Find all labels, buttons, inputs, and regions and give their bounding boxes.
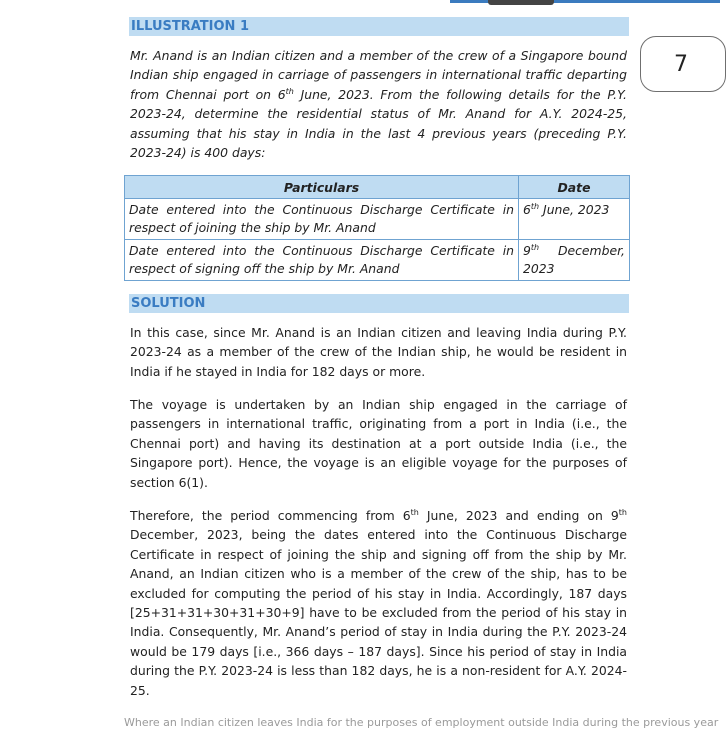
- date-rest: December, 2023: [523, 243, 625, 276]
- row-particulars: Date entered into the Continuous Discharge Certificate in respect of signing off the ship by Mr. Anand: [125, 240, 519, 281]
- para3-sup-a: th: [410, 508, 419, 517]
- date-sup: th: [530, 243, 540, 252]
- table-row: [125, 240, 630, 281]
- particulars-table: [124, 175, 630, 281]
- para3-text-b: June, 2023 and ending on 9: [418, 508, 619, 523]
- question-sup: th: [285, 86, 294, 96]
- top-decoration: [450, 0, 720, 5]
- header-particulars: Particulars: [125, 176, 519, 199]
- para3-text-a: Therefore, the period commencing from 6: [130, 508, 411, 523]
- page-number: 7: [674, 52, 688, 77]
- solution-paragraph-1: In this case, since Mr. Anand is an Indian citizen and leaving India during P.Y. 2023-24 as a member of the crew of the Indian ship, he would be resident in India if he stayed in India for 182 days or more.: [130, 325, 627, 379]
- solution-paragraph-3: [130, 506, 627, 700]
- question-text-2: June, 2023. From the following details for the P.Y. 2023-24, determine the residential status of Mr. Anand for A.Y. 2024-25, assuming that his stay in India in the last 4 previous years (preceding P.Y. 2023-24) is 400 days:: [130, 86, 627, 161]
- illustration-question: [130, 46, 627, 162]
- row-particulars: Date entered into the Continuous Discharge Certificate in respect of joining the ship by Mr. Anand: [125, 199, 519, 240]
- table-header-row: [125, 176, 630, 199]
- page-number-badge: [640, 36, 726, 92]
- date-sup: th: [530, 202, 540, 211]
- row-date: [519, 240, 630, 281]
- para3-sup-b: th: [618, 508, 628, 517]
- date-day: 9: [523, 243, 531, 258]
- top-dark-tab: [488, 0, 554, 5]
- illustration-heading: ILLUSTRATION 1: [129, 17, 629, 36]
- question-text-1: Mr. Anand is an Indian citizen and a member of the crew of a Singapore bound Indian ship engaged in carriage of passengers in international traffic departing from Chennai port on 6: [130, 48, 627, 102]
- header-date: Date: [519, 176, 630, 199]
- para3-text-c: December, 2023, being the dates entered into the Continuous Discharge Certificate in respect of joining the ship and signing off from the ship by Mr. Anand, an Indian citizen who is a member of the crew of the ship, has to be excluded for computing the period of his stay in India. Accordingly, 187 days [25+31+31+30+31+30+9] have to be excluded from the period of his stay in India. Consequently, Mr. Anand’s period of stay in India during the P.Y. 2023-24 would be 179 days [i.e., 366 days – 187 days]. Since his period of stay in India during the P.Y. 2023-24 is less than 182 days, he is a non-resident for A.Y. 2024-25.: [130, 527, 627, 698]
- solution-heading: SOLUTION: [129, 294, 629, 313]
- table-row: [125, 199, 630, 240]
- date-day: 6: [523, 202, 531, 217]
- date-rest: June, 2023: [539, 202, 610, 217]
- cut-off-footer-text: Where an Indian citizen leaves India for the purposes of employment outside India during the previous year: [124, 716, 719, 729]
- solution-paragraph-2: The voyage is undertaken by an Indian ship engaged in the carriage of passengers in international traffic, originating from a port in India (i.e., the Chennai port) and having its destination at a port outside India (i.e., the Singapore port). Hence, the voyage is an eligible voyage for the purposes of section 6(1).: [130, 397, 627, 490]
- row-date: [519, 199, 630, 240]
